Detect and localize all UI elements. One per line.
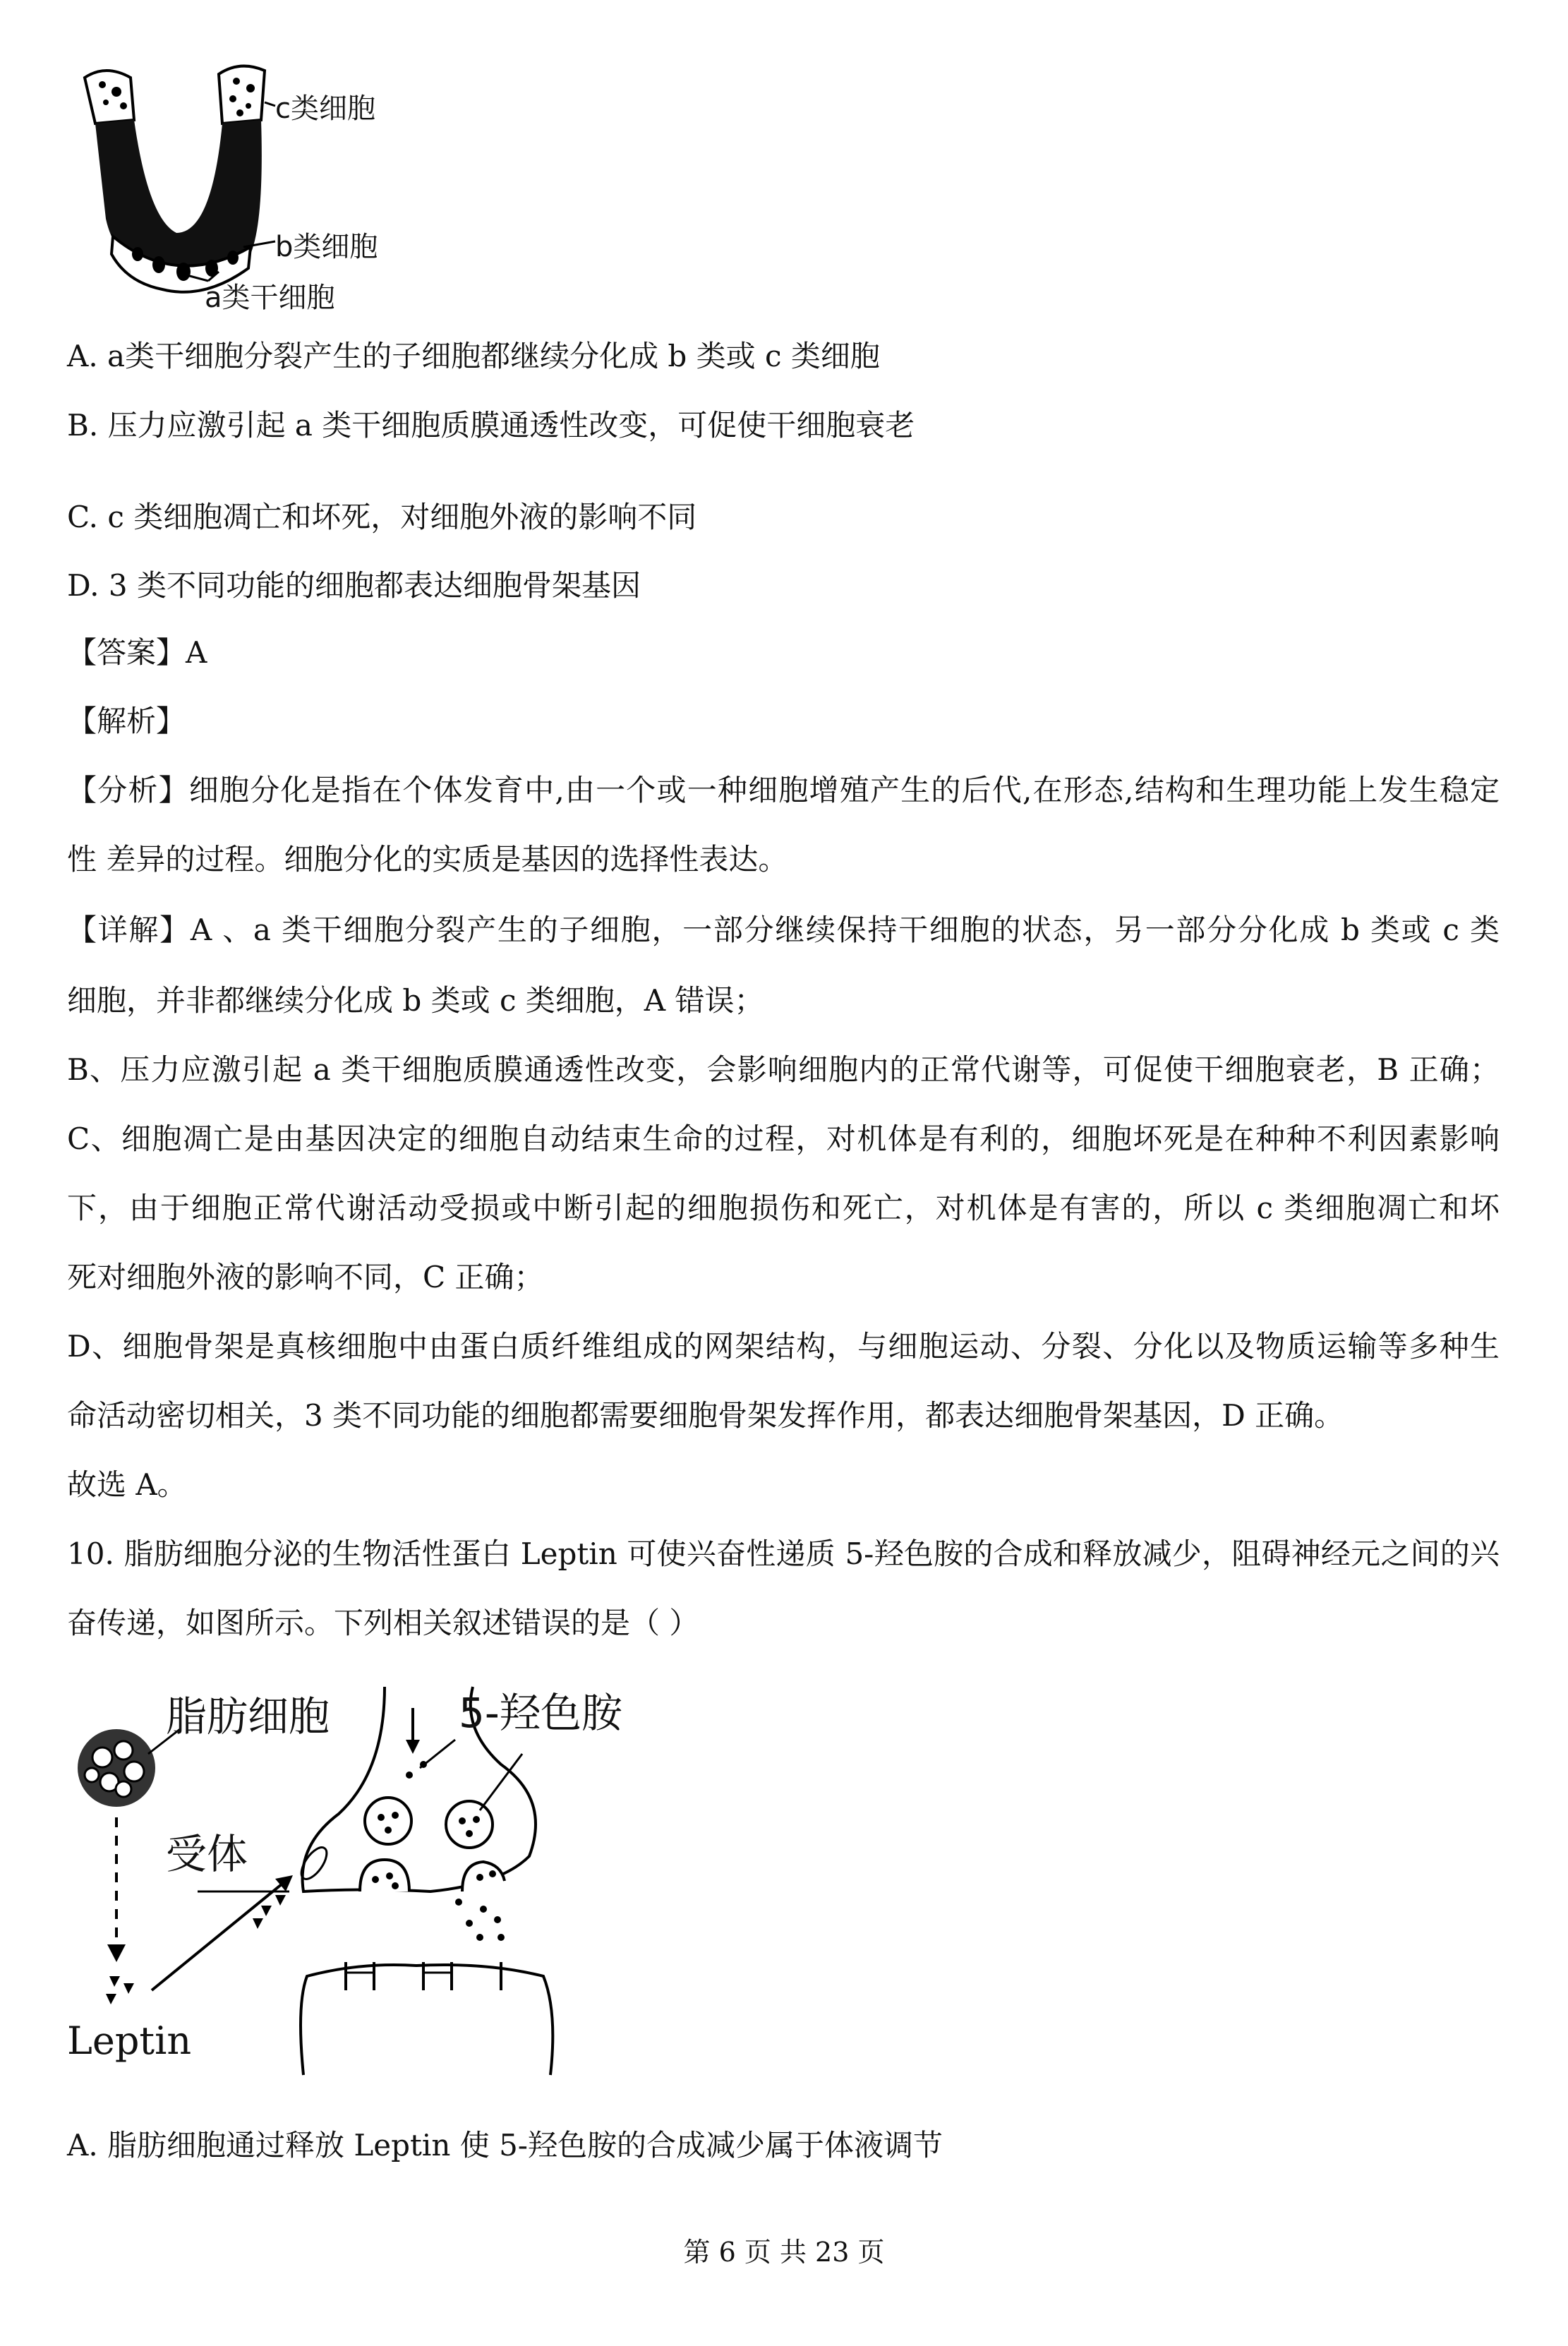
q10-option-a: A. 脂肪细胞通过释放 Leptin 使 5-羟色胺的合成减少属于体液调节 xyxy=(67,2128,943,2162)
label-receptor: 受体 xyxy=(166,1830,248,1878)
page-footer: 第 6 页 共 23 页 xyxy=(683,2237,885,2268)
label-a-stem-cell: a类干细胞 xyxy=(205,282,335,314)
conclusion: 故选 A。 xyxy=(67,1467,187,1502)
xiangjie-b-line: B、压力应激引起 a 类干细胞质膜通透性改变，会影响细胞内的正常代谢等，可促使干细胞衰老，B 正确； xyxy=(67,1052,1500,1087)
label-serotonin: 5-羟色胺 xyxy=(459,1689,622,1737)
fenxi-line-1: 【分析】细胞分化是指在个体发育中,由一个或一种细胞增殖产生的后代,在形态,结构和生理功能上发生稳定 xyxy=(67,773,1500,807)
option-c: C. c 类细胞凋亡和坏死，对细胞外液的影响不同 xyxy=(67,500,697,534)
label-fat-cell: 脂肪细胞 xyxy=(166,1692,330,1740)
fenxi-line-2: 性 差异的过程。细胞分化的实质是基因的选择性表达。 xyxy=(67,842,788,877)
synapse-figure xyxy=(64,1680,769,2096)
q10-stem-line-2: 奋传递，如图所示。下列相关叙述错误的是（ ） xyxy=(67,1606,699,1640)
xiangjie-c-line-1: C、细胞凋亡是由基因决定的细胞自动结束生命的过程，对机体是有利的，细胞坏死是在种种不利因素影响 xyxy=(67,1121,1500,1156)
xiangjie-c-line-3: 死对细胞外液的影响不同，C 正确； xyxy=(67,1260,544,1294)
fat-cell-cluster xyxy=(78,1729,155,1807)
xiangjie-d-line-2: 命活动密切相关，3 类不同功能的细胞都需要细胞骨架发挥作用，都表达细胞骨架基因，D 正确。 xyxy=(67,1398,1344,1433)
analysis-heading: 【解析】 xyxy=(67,704,186,738)
option-d: D. 3 类不同功能的细胞都表达细胞骨架基因 xyxy=(67,568,641,603)
q10-stem-line-1: 10. 脂肪细胞分泌的生物活性蛋白 Leptin 可使兴奋性递质 5-羟色胺的合成和释放减少，阻碍神经元之间的兴 xyxy=(67,1536,1500,1571)
answer: 【答案】A xyxy=(67,635,207,670)
xiangjie-a-line-1: 【详解】A 、a 类干细胞分裂产生的子细胞，一部分继续保持干细胞的状态，另一部分分化成 b 类或 c 类 xyxy=(67,913,1500,947)
option-b: B. 压力应激引起 a 类干细胞质膜通透性改变，可促使干细胞衰老 xyxy=(67,408,915,443)
xiangjie-d-line-1: D、细胞骨架是真核细胞中由蛋白质纤维组成的网架结构，与细胞运动、分裂、分化以及物质运输等多种生 xyxy=(67,1329,1500,1364)
option-a: A. a类干细胞分裂产生的子细胞都继续分化成 b 类或 c 类细胞 xyxy=(67,339,880,373)
label-c-cell: c类细胞 xyxy=(275,92,375,125)
crypt-figure xyxy=(64,56,459,325)
xiangjie-c-line-2: 下，由于细胞正常代谢活动受损或中断引起的细胞损伤和死亡，对机体是有害的，所以 c 类细胞凋亡和坏 xyxy=(67,1191,1500,1225)
label-b-cell: b类细胞 xyxy=(275,231,378,263)
label-leptin: Leptin xyxy=(67,2019,192,2063)
xiangjie-a-line-2: 细胞，并非都继续分化成 b 类或 c 类细胞，A 错误； xyxy=(67,983,764,1018)
